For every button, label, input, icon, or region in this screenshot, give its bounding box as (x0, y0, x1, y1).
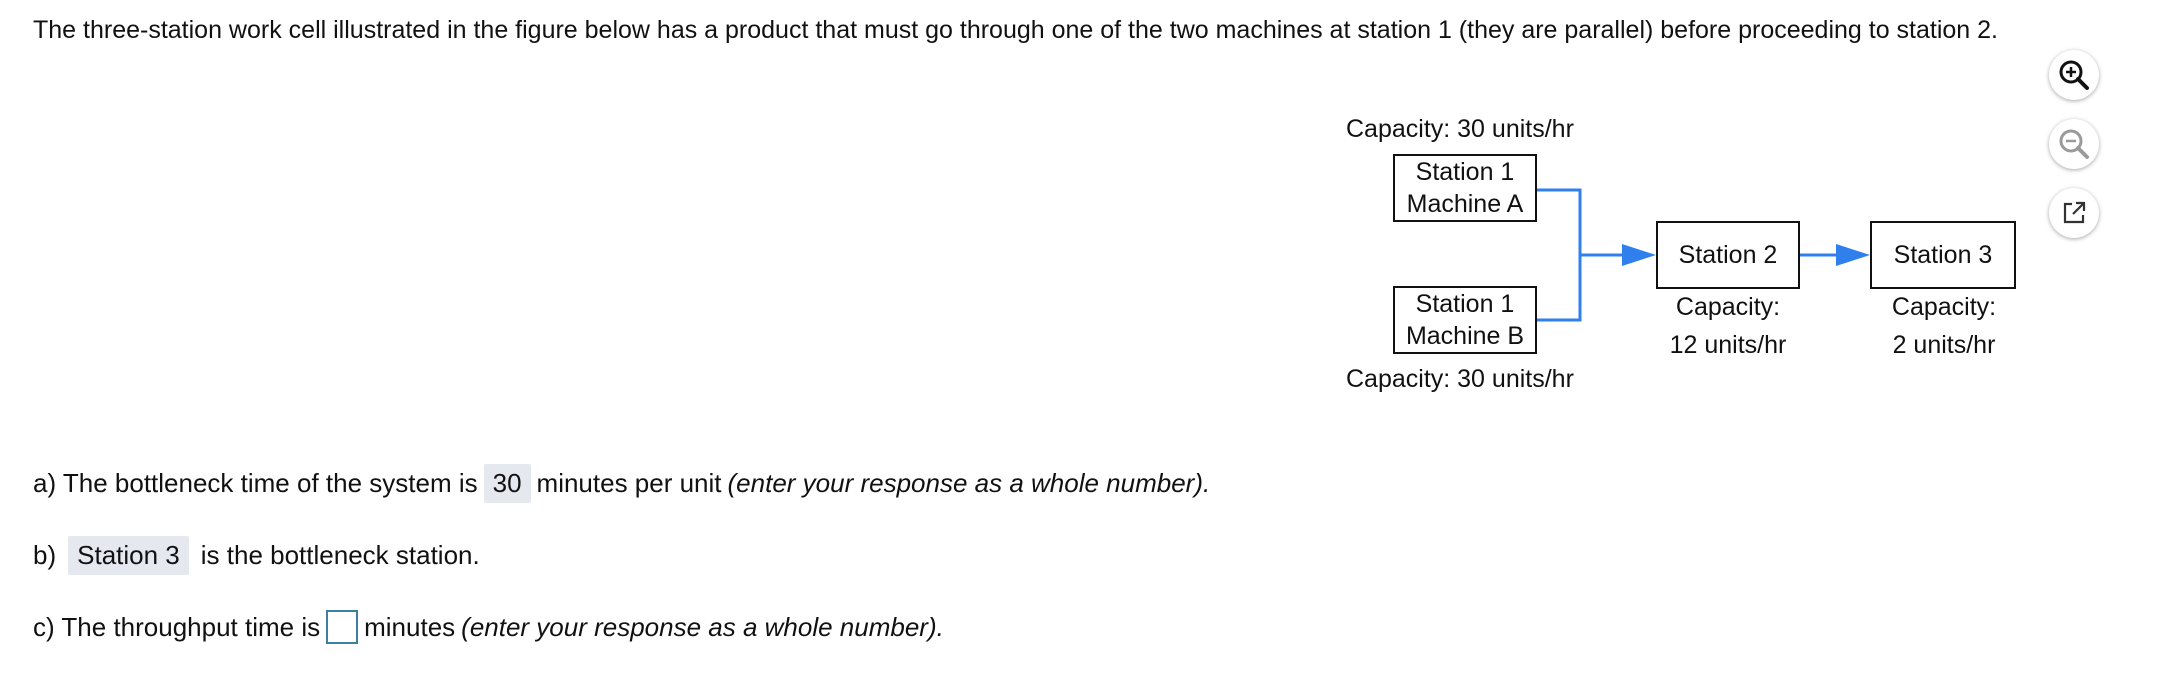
machine-b-capacity: Capacity: 30 units/hr (1346, 365, 1574, 393)
part-c-prefix: c) The throughput time is (33, 611, 321, 642)
arrow-head-station2 (1622, 244, 1656, 266)
station3-capacity-line1: Capacity: (1891, 293, 1997, 321)
station1-machine-a-box (1393, 154, 1537, 222)
part-b-answer[interactable]: Station 3 (68, 536, 189, 575)
arrow-head-station3 (1836, 244, 1870, 266)
station2-label: Station 2 (1678, 241, 1778, 269)
station3-capacity (1862, 288, 2026, 364)
part-b (33, 536, 480, 575)
part-a-hint: (enter your response as a whole number). (727, 468, 1211, 498)
throughput-time-input[interactable] (326, 610, 358, 644)
station2-capacity-line1: Capacity: (1675, 293, 1781, 321)
part-a-suffix: minutes per unit (536, 468, 722, 498)
machine-b-line1: Station 1 (1415, 290, 1515, 318)
part-b-suffix: is the bottleneck station. (200, 540, 480, 570)
machine-b-line2: Machine B (1405, 322, 1525, 350)
machine-a-line2: Machine A (1406, 190, 1524, 218)
station3-label: Station 3 (1893, 241, 1993, 269)
connector-machine-b (1537, 255, 1580, 320)
part-a (33, 464, 1210, 503)
part-c (33, 610, 944, 644)
part-b-prefix: b) (33, 540, 57, 570)
part-c-suffix: minutes (364, 611, 456, 642)
station1-machine-b-box (1393, 286, 1537, 354)
part-c-hint: (enter your response as a whole number). (461, 611, 944, 642)
part-a-answer[interactable]: 30 (484, 464, 531, 503)
station3-capacity-line2: 2 units/hr (1892, 331, 1996, 359)
station2-capacity-line2: 12 units/hr (1669, 331, 1787, 359)
station3-box (1870, 221, 2016, 289)
station2-capacity (1646, 288, 1810, 364)
machine-a-line1: Station 1 (1415, 158, 1515, 186)
machine-a-capacity: Capacity: 30 units/hr (1346, 115, 1574, 143)
part-a-prefix: a) The bottleneck time of the system is (33, 468, 478, 498)
question-intro: The three-station work cell illustrated in the figure below has a product that must go through one of the two machines at station 1 (they are parallel) before proceeding to station 2. (33, 16, 1999, 44)
connector-machine-a (1537, 190, 1580, 255)
station2-box (1656, 221, 1800, 289)
